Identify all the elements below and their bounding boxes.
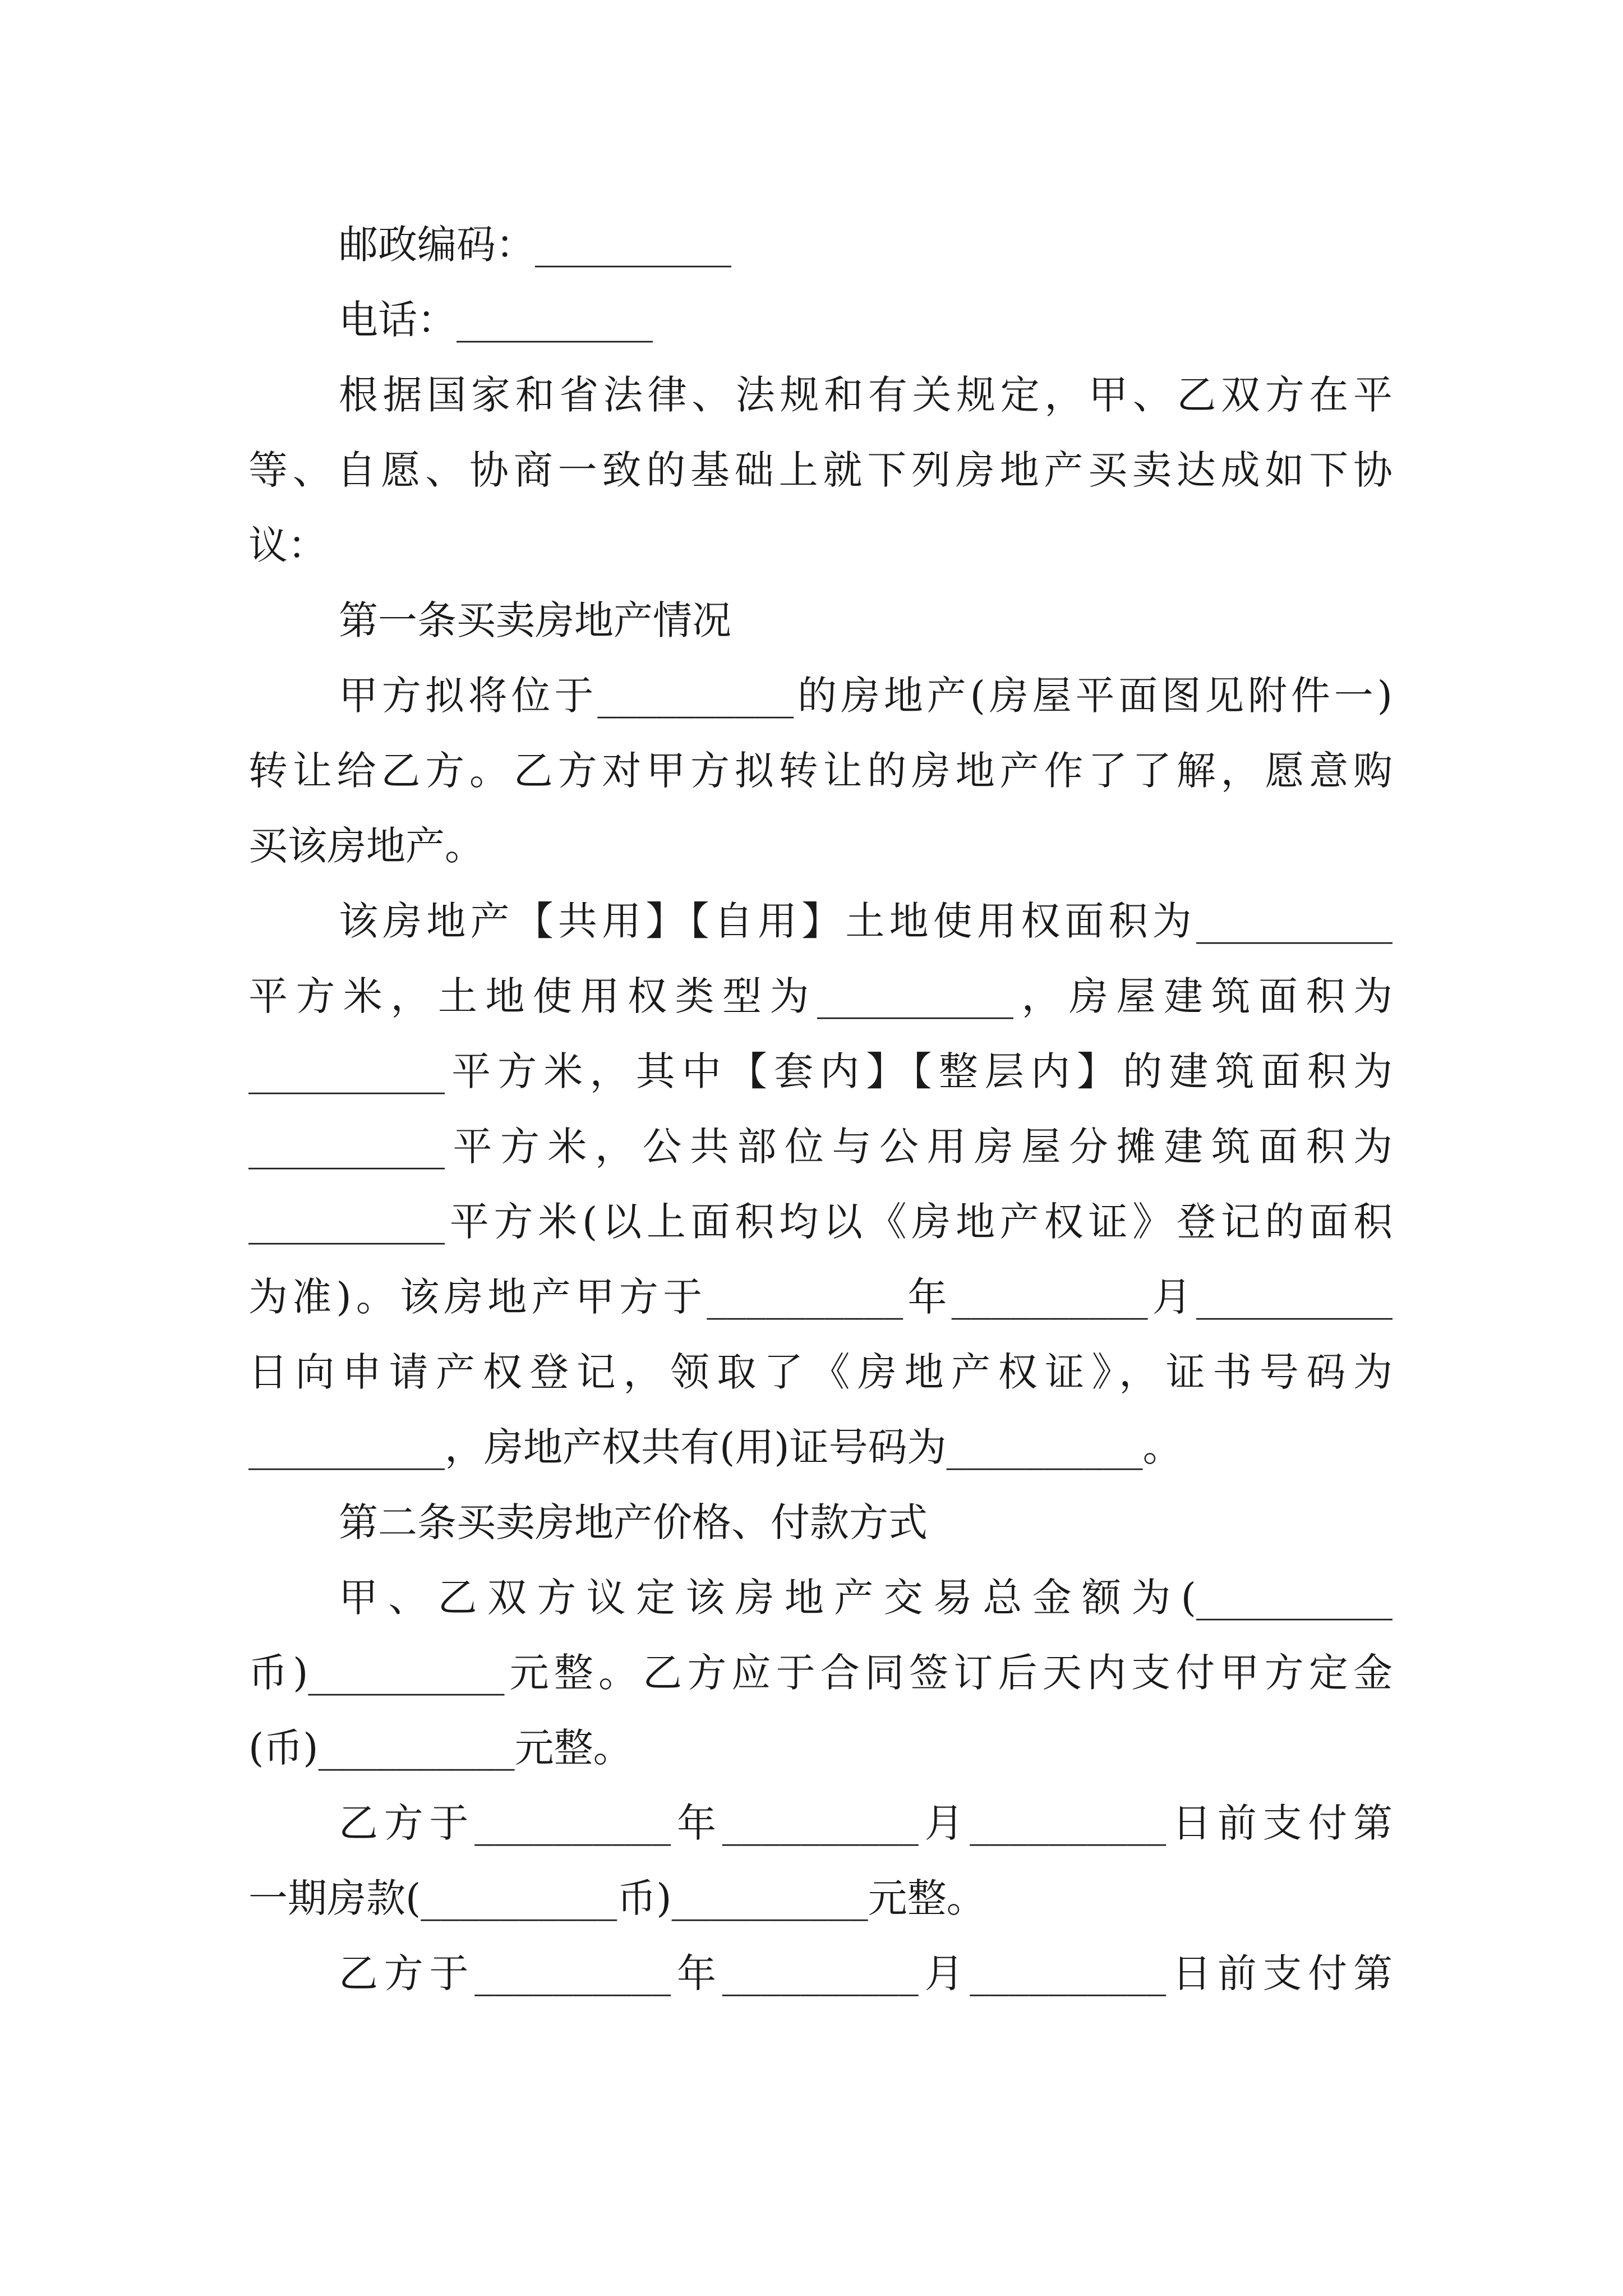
paragraph-line: 转让给乙方。乙方对甲方拟转让的房地产作了了解，愿意购 [248,748,1393,794]
paragraph-line: __________，房地产权共有(用)证号码为__________。 [248,1424,1182,1470]
paragraph-line: 日向申请产权登记，领取了《房地产权证》，证书号码为 [248,1349,1393,1395]
article-one-heading: 第一条买卖房地产情况 [339,597,731,643]
phone-line: 电话：__________ [339,297,653,343]
paragraph-line: __________平方米，公共部位与公用房屋分摊建筑面积为 [248,1124,1393,1170]
paragraph-line: 议： [248,522,327,568]
paragraph-line: 等、自愿、协商一致的基础上就下列房地产买卖达成如下协 [248,447,1393,493]
paragraph-line: __________平方米，其中【套内】【整层内】的建筑面积为 [248,1048,1393,1094]
paragraph-line: 为准)。该房地产甲方于__________年__________月__________ [248,1274,1393,1320]
article-two-heading: 第二条买卖房地产价格、付款方式 [339,1499,928,1545]
paragraph-line: 平方米，土地使用权类型为__________，房屋建筑面积为 [248,973,1393,1019]
postal-code-line: 邮政编码：__________ [339,222,731,268]
paragraph-line: 买该房地产。 [248,823,484,869]
paragraph-line: 该房地产【共用】【自用】土地使用权面积为__________ [339,898,1393,944]
paragraph-line: __________平方米(以上面积均以《房地产权证》登记的面积 [248,1199,1393,1245]
paragraph-line: 甲方拟将位于__________的房地产(房屋平面图见附件一) [339,673,1393,719]
paragraph-line: 甲、乙双方议定该房地产交易总金额为(__________ [339,1575,1393,1621]
paragraph-line: 根据国家和省法律、法规和有关规定，甲、乙双方在平 [339,372,1393,418]
paragraph-line: 一期房款(__________币)__________元整。 [248,1875,986,1921]
paragraph-line: 乙方于__________年__________月__________日前支付第 [339,1950,1393,1996]
paragraph-line: (币)__________元整。 [248,1725,633,1771]
paragraph-line: 币)__________元整。乙方应于合同签订后天内支付甲方定金 [248,1650,1393,1696]
paragraph-line: 乙方于__________年__________月__________日前支付第 [339,1800,1393,1846]
